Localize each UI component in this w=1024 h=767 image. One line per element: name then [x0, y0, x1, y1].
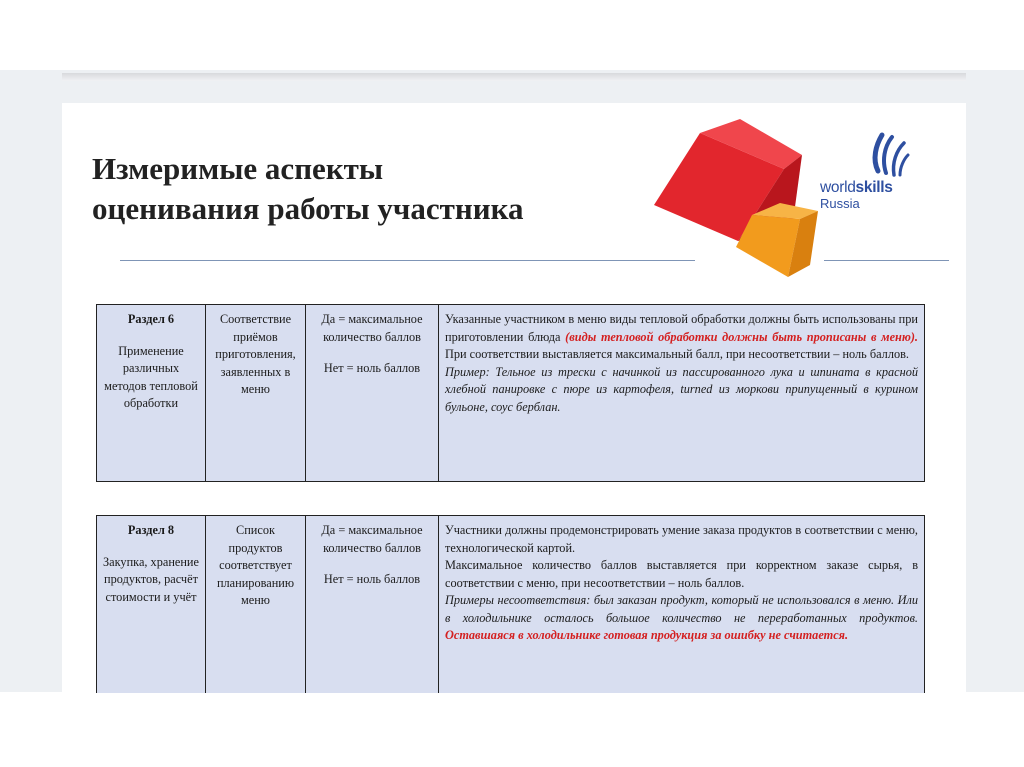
highlight-note: Оставшаяся в холодильнике готовая продукция за ошибку не считается.: [445, 628, 849, 642]
description-cell: [439, 516, 925, 694]
description-paragraph: Указанные участником в меню виды тепловой обработки должны быть использованы при приготовлении блюда (виды тепловой обработки должны быть прописаны в меню). При соответствии выставляется максимальный балл, при несоответствии – ноль баллов.: [445, 312, 919, 361]
points-no: Нет = ноль баллов: [323, 572, 421, 586]
points-cell: [306, 516, 439, 694]
highlight-note: (виды тепловой обработки должны быть прописаны в меню).: [565, 329, 919, 344]
criteria-table-section-8: [96, 515, 925, 693]
description-paragraph: Участники должны продемонстрировать умение заказа продуктов в соответствии с меню, технологической картой.: [445, 523, 918, 555]
description-paragraph: Максимальное количество баллов выставляется при корректном заказе сырья, в соответствии с меню, при несоответствии – ноль баллов.: [445, 558, 918, 590]
section-number: Раздел 6: [127, 312, 175, 326]
worldskills-logo: [820, 131, 920, 221]
worldskills-hand-icon: [870, 131, 910, 179]
section-number: Раздел 8: [127, 523, 175, 537]
section-cell: [97, 305, 206, 482]
section-cell: [97, 516, 206, 694]
points-yes: Да = максимальное количество баллов: [321, 312, 423, 344]
criterion-cell: Список продуктов соответствует планированию меню: [206, 516, 306, 694]
worldskills-wordmark: worldskills: [820, 179, 893, 196]
description-example: Пример: Тельное из трески с начинкой из пассированного лука и шпината в красной хлебной панировке с пюре из картофеля, turned из моркови припущенный в курином бульоне, соус берблан.: [445, 364, 918, 414]
title-line-2: оценивания работы участника: [92, 191, 524, 226]
worldskills-region: Russia: [820, 196, 860, 211]
points-yes: Да = максимальное количество баллов: [321, 523, 423, 555]
previous-slide-edge: [62, 73, 966, 81]
section-topic: Закупка, хранение продуктов, расчёт стоимости и учёт: [103, 554, 199, 604]
slide-title: [92, 149, 524, 229]
table-row: [97, 516, 925, 694]
slide: [62, 103, 966, 693]
title-underline-left: [120, 260, 695, 261]
title-line-1: Измеримые аспекты: [92, 151, 384, 186]
description-example: Примеры несоответствия: был заказан продукт, который не использовался в меню. Или в холодильнике осталось большое количество не переработанных продуктов. Оставшаяся в холодильнике готовая продукция за ошибку не считается.: [445, 593, 918, 642]
title-underline-right: [824, 260, 949, 261]
criteria-table-section-6: [96, 304, 925, 482]
criterion-cell: Соответствие приёмов приготовления, заявленных в меню: [206, 305, 306, 482]
points-no: Нет = ноль баллов: [323, 361, 421, 375]
description-cell: [439, 305, 925, 482]
points-cell: [306, 305, 439, 482]
table-row: [97, 305, 925, 482]
cubes-graphic: [652, 115, 822, 285]
section-topic: Применение различных методов тепловой обработки: [104, 343, 198, 410]
